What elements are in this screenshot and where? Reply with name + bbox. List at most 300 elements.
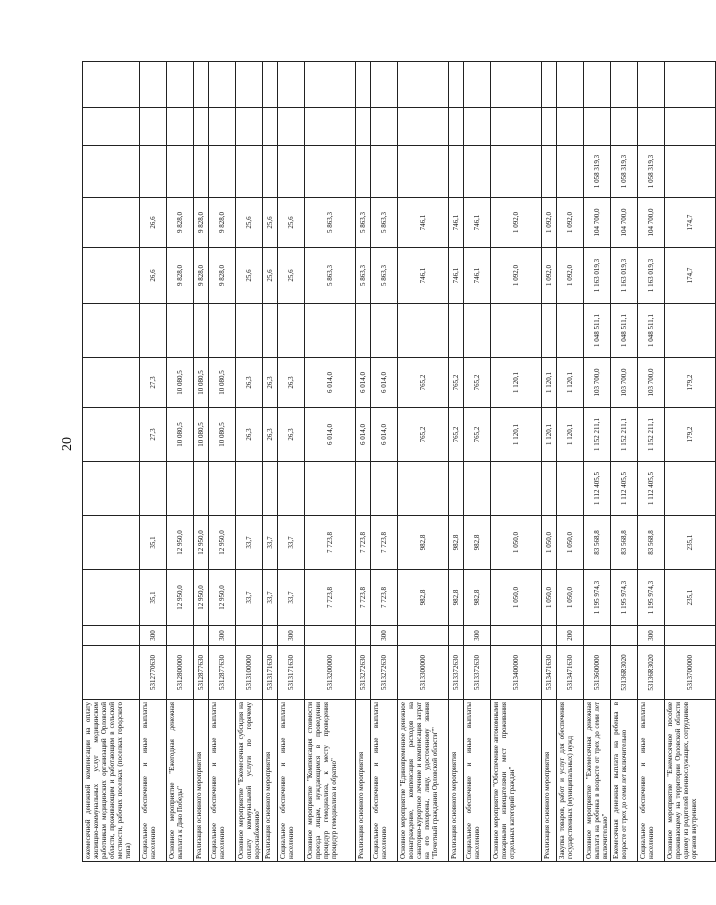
amount-cell <box>83 146 140 198</box>
expense-type-cell: 300 <box>278 626 305 646</box>
amount-cell: 982,8 <box>464 570 491 626</box>
amount-cell: 1 058 319,3 <box>611 146 638 198</box>
row-name-cell: Социальное обеспечение и иные выплаты населению <box>371 700 398 862</box>
amount-cell <box>263 62 278 108</box>
row-name-cell: Основное мероприятие "Обеспечение автономными пожарными извещателями мест проживания отдельных категорий граждан" <box>491 700 542 862</box>
row-name-cell: Социальное обеспечение и иные выплаты населению <box>140 700 167 862</box>
amount-cell: 33,7 <box>236 516 263 570</box>
amount-cell <box>167 304 194 358</box>
amount-cell: 5 863,3 <box>371 248 398 304</box>
table-row <box>611 62 638 862</box>
amount-cell: 33,7 <box>236 570 263 626</box>
amount-cell <box>371 108 398 146</box>
amount-cell <box>167 146 194 198</box>
amount-cell: 9 828,0 <box>209 198 236 248</box>
budget-table <box>82 61 716 862</box>
amount-cell <box>542 62 557 108</box>
amount-cell <box>194 304 209 358</box>
amount-cell: 982,8 <box>464 516 491 570</box>
amount-cell: 1 120,1 <box>491 358 542 408</box>
amount-cell <box>83 108 140 146</box>
amount-cell: 1 048 511,1 <box>638 304 665 358</box>
amount-cell: 765,2 <box>398 408 449 462</box>
amount-cell <box>491 108 542 146</box>
amount-cell <box>140 304 167 358</box>
budget-code-cell: 5313372630 <box>449 646 464 700</box>
amount-cell: 174,7 <box>665 198 716 248</box>
table-row <box>140 62 167 862</box>
row-name-cell: Основное мероприятие "Ежемесячное пособие проживающему на территории Орловской области одному из родителей военнослужащих, сотрудников органов внутренних <box>665 700 716 862</box>
amount-cell: 5 863,3 <box>356 198 371 248</box>
table-row <box>167 62 194 862</box>
amount-cell: 1 195 974,3 <box>638 570 665 626</box>
row-name-cell: Реализация основного мероприятия <box>194 700 209 862</box>
table-row <box>263 62 278 862</box>
amount-cell <box>305 304 356 358</box>
amount-cell: 7 723,8 <box>371 516 398 570</box>
amount-cell <box>83 358 140 408</box>
amount-cell <box>209 304 236 358</box>
amount-cell: 765,2 <box>449 358 464 408</box>
amount-cell <box>278 62 305 108</box>
amount-cell: 1 092,0 <box>491 248 542 304</box>
budget-code-cell: 5313400000 <box>491 646 542 700</box>
amount-cell: 7 723,8 <box>305 516 356 570</box>
amount-cell <box>83 570 140 626</box>
amount-cell: 1 195 974,3 <box>584 570 611 626</box>
table-row <box>557 62 584 862</box>
amount-cell: 746,1 <box>464 198 491 248</box>
amount-cell: 1 163 019,3 <box>611 248 638 304</box>
budget-code-cell: 5313171630 <box>278 646 305 700</box>
amount-cell <box>83 516 140 570</box>
amount-cell: 27,3 <box>140 358 167 408</box>
amount-cell: 9 828,0 <box>209 248 236 304</box>
amount-cell <box>83 408 140 462</box>
amount-cell <box>305 62 356 108</box>
budget-code-cell: 5313471630 <box>542 646 557 700</box>
budget-code-cell: 5313272630 <box>371 646 398 700</box>
amount-cell: 5 863,3 <box>371 198 398 248</box>
amount-cell <box>464 108 491 146</box>
amount-cell <box>665 304 716 358</box>
amount-cell <box>194 108 209 146</box>
budget-code-cell: 5312770630 <box>140 646 167 700</box>
amount-cell: 25,6 <box>263 198 278 248</box>
table-row <box>491 62 542 862</box>
amount-cell <box>278 462 305 516</box>
amount-cell <box>371 462 398 516</box>
amount-cell: 765,2 <box>449 408 464 462</box>
amount-cell: 982,8 <box>449 570 464 626</box>
amount-cell <box>638 108 665 146</box>
amount-cell <box>557 304 584 358</box>
table-row <box>638 62 665 862</box>
amount-cell <box>236 108 263 146</box>
budget-code-cell: 5313272630 <box>356 646 371 700</box>
amount-cell: 104 700,0 <box>584 198 611 248</box>
table-row <box>449 62 464 862</box>
amount-cell <box>398 304 449 358</box>
amount-cell <box>356 304 371 358</box>
amount-cell <box>491 304 542 358</box>
expense-type-cell <box>263 626 278 646</box>
amount-cell <box>449 462 464 516</box>
amount-cell <box>236 62 263 108</box>
amount-cell: 6 014,0 <box>356 358 371 408</box>
amount-cell: 10 080,5 <box>167 408 194 462</box>
amount-cell <box>305 108 356 146</box>
expense-type-cell <box>611 626 638 646</box>
amount-cell: 1 050,0 <box>542 570 557 626</box>
row-name-cell: ежемесячной денежной компенсации на оплату жилищно-коммунальных услуг медицинским работникам медицинских организаций Орловской области, проживающим и работающим в сельской местности, рабочих поселках (поселках городского типа) <box>83 700 140 862</box>
amount-cell: 179,2 <box>665 408 716 462</box>
amount-cell: 1 048 511,1 <box>611 304 638 358</box>
amount-cell: 1 092,0 <box>557 248 584 304</box>
amount-cell <box>542 304 557 358</box>
amount-cell <box>638 62 665 108</box>
table-row <box>194 62 209 862</box>
amount-cell: 1 050,0 <box>542 516 557 570</box>
row-name-cell: Основное мероприятие "Ежемесячная денежная выплата на ребенка в возрасте от трех до семи лет включительно" <box>584 700 611 862</box>
amount-cell <box>665 62 716 108</box>
amount-cell: 6 014,0 <box>305 408 356 462</box>
table-row <box>464 62 491 862</box>
amount-cell <box>194 146 209 198</box>
amount-cell <box>491 62 542 108</box>
budget-code-cell: 5313471630 <box>557 646 584 700</box>
expense-type-cell <box>305 626 356 646</box>
amount-cell: 10 080,5 <box>209 408 236 462</box>
budget-code-cell <box>83 646 140 700</box>
amount-cell <box>491 462 542 516</box>
amount-cell <box>557 62 584 108</box>
amount-cell: 746,1 <box>464 248 491 304</box>
amount-cell <box>209 108 236 146</box>
budget-code-cell: 5312877630 <box>209 646 236 700</box>
amount-cell: 1 152 211,1 <box>611 408 638 462</box>
budget-code-cell: 5313700000 <box>665 646 716 700</box>
budget-code-cell: 5313200000 <box>305 646 356 700</box>
amount-cell: 1 163 019,3 <box>584 248 611 304</box>
row-name-cell: Социальное обеспечение и иные выплаты населению <box>209 700 236 862</box>
expense-type-cell <box>83 626 140 646</box>
amount-cell: 83 568,8 <box>638 516 665 570</box>
amount-cell: 10 080,5 <box>194 408 209 462</box>
budget-code-cell: 53136R3020 <box>638 646 665 700</box>
amount-cell <box>584 108 611 146</box>
amount-cell <box>464 304 491 358</box>
table-row <box>398 62 449 862</box>
amount-cell <box>83 248 140 304</box>
amount-cell: 982,8 <box>449 516 464 570</box>
expense-type-cell: 300 <box>140 626 167 646</box>
amount-cell: 25,6 <box>236 198 263 248</box>
rotated-table-wrapper <box>82 62 699 862</box>
amount-cell <box>356 108 371 146</box>
amount-cell <box>371 304 398 358</box>
amount-cell <box>398 462 449 516</box>
expense-type-cell <box>398 626 449 646</box>
budget-code-cell: 5313171630 <box>263 646 278 700</box>
amount-cell: 104 700,0 <box>638 198 665 248</box>
amount-cell <box>356 146 371 198</box>
table-row <box>584 62 611 862</box>
amount-cell <box>194 462 209 516</box>
amount-cell <box>356 62 371 108</box>
amount-cell: 1 120,1 <box>557 408 584 462</box>
amount-cell: 765,2 <box>464 358 491 408</box>
amount-cell: 26,3 <box>263 358 278 408</box>
row-name-cell: Социальное обеспечение и иные выплаты населению <box>638 700 665 862</box>
amount-cell: 6 014,0 <box>371 408 398 462</box>
amount-cell <box>140 108 167 146</box>
expense-type-cell <box>194 626 209 646</box>
amount-cell <box>665 462 716 516</box>
amount-cell: 83 568,8 <box>611 516 638 570</box>
row-name-cell: Основное мероприятие "Единовременное денежное вознаграждение, компенсация расходов на санаторно-курортное лечение и компенсация затрат на его похороны, лицу, удостоенному звания "Почетный гражданин Орловской области"" <box>398 700 449 862</box>
amount-cell <box>167 462 194 516</box>
amount-cell: 1 112 405,5 <box>611 462 638 516</box>
amount-cell: 746,1 <box>398 198 449 248</box>
amount-cell <box>236 462 263 516</box>
amount-cell: 83 568,8 <box>584 516 611 570</box>
amount-cell: 5 863,3 <box>305 248 356 304</box>
amount-cell: 1 120,1 <box>491 408 542 462</box>
row-name-cell: Реализация основного мероприятия <box>449 700 464 862</box>
amount-cell <box>236 304 263 358</box>
amount-cell: 982,8 <box>398 516 449 570</box>
page-number: 20 <box>60 437 75 451</box>
amount-cell: 5 863,3 <box>305 198 356 248</box>
row-name-cell: Основное мероприятие "Ежемесячная субсидия на оплату коммунальной услуги по горячему водоснабжению" <box>236 700 263 862</box>
amount-cell: 10 080,5 <box>209 358 236 408</box>
budget-code-cell: 5313600000 <box>584 646 611 700</box>
row-name-cell: Реализация основного мероприятия <box>542 700 557 862</box>
expense-type-cell: 300 <box>638 626 665 646</box>
amount-cell <box>371 62 398 108</box>
amount-cell <box>209 462 236 516</box>
amount-cell: 1 050,0 <box>557 516 584 570</box>
amount-cell: 1 058 319,3 <box>584 146 611 198</box>
amount-cell: 746,1 <box>449 248 464 304</box>
amount-cell <box>464 462 491 516</box>
amount-cell <box>665 146 716 198</box>
row-name-cell: Реализация основного мероприятия <box>356 700 371 862</box>
amount-cell: 25,6 <box>263 248 278 304</box>
budget-code-cell: 5313100000 <box>236 646 263 700</box>
amount-cell: 1 092,0 <box>491 198 542 248</box>
amount-cell: 1 112 405,5 <box>638 462 665 516</box>
amount-cell <box>356 462 371 516</box>
table-row <box>278 62 305 862</box>
amount-cell: 1 092,0 <box>542 248 557 304</box>
amount-cell: 235,1 <box>665 570 716 626</box>
amount-cell: 6 014,0 <box>356 408 371 462</box>
amount-cell: 6 014,0 <box>305 358 356 408</box>
amount-cell: 12 950,0 <box>167 516 194 570</box>
row-name-cell: Основное мероприятие "Компенсация стоимости проезда лицам, нуждающимся в проведении процедур гемодиализа, к месту проведения процедур гемодиализа и обратно" <box>305 700 356 862</box>
row-name-cell: Основное мероприятие "Ежегодная денежная выплата к Дню Победы" <box>167 700 194 862</box>
amount-cell: 746,1 <box>398 248 449 304</box>
amount-cell <box>542 146 557 198</box>
amount-cell: 12 950,0 <box>194 570 209 626</box>
row-name-cell: Социальное обеспечение и иные выплаты населению <box>278 700 305 862</box>
amount-cell: 1 058 319,3 <box>638 146 665 198</box>
amount-cell <box>83 304 140 358</box>
amount-cell <box>491 146 542 198</box>
amount-cell <box>263 304 278 358</box>
amount-cell: 1 112 405,5 <box>584 462 611 516</box>
table-row <box>83 62 140 862</box>
amount-cell <box>557 462 584 516</box>
amount-cell <box>611 108 638 146</box>
amount-cell: 25,6 <box>278 248 305 304</box>
amount-cell <box>557 146 584 198</box>
amount-cell: 25,6 <box>278 198 305 248</box>
amount-cell: 12 950,0 <box>194 516 209 570</box>
amount-cell <box>398 62 449 108</box>
amount-cell <box>83 462 140 516</box>
amount-cell: 103 700,0 <box>584 358 611 408</box>
amount-cell: 25,6 <box>236 248 263 304</box>
amount-cell: 765,2 <box>464 408 491 462</box>
budget-code-cell: 5312800000 <box>167 646 194 700</box>
amount-cell: 7 723,8 <box>356 570 371 626</box>
amount-cell: 33,7 <box>278 570 305 626</box>
amount-cell <box>398 146 449 198</box>
expense-type-cell <box>167 626 194 646</box>
budget-code-cell: 5312877630 <box>194 646 209 700</box>
amount-cell <box>398 108 449 146</box>
amount-cell <box>449 304 464 358</box>
amount-cell: 179,2 <box>665 358 716 408</box>
amount-cell: 1 050,0 <box>557 570 584 626</box>
amount-cell <box>83 62 140 108</box>
amount-cell: 9 828,0 <box>167 198 194 248</box>
amount-cell: 1 152 211,1 <box>584 408 611 462</box>
amount-cell: 1 050,0 <box>491 570 542 626</box>
amount-cell: 35,1 <box>140 570 167 626</box>
amount-cell: 9 828,0 <box>167 248 194 304</box>
expense-type-cell: 200 <box>557 626 584 646</box>
amount-cell: 1 050,0 <box>491 516 542 570</box>
amount-cell <box>263 462 278 516</box>
amount-cell: 174,7 <box>665 248 716 304</box>
amount-cell <box>371 146 398 198</box>
amount-cell: 26,3 <box>236 408 263 462</box>
amount-cell: 6 014,0 <box>371 358 398 408</box>
table-row <box>665 62 716 862</box>
amount-cell <box>278 146 305 198</box>
budget-table-body <box>83 62 716 862</box>
expense-type-cell: 300 <box>464 626 491 646</box>
amount-cell: 1 152 211,1 <box>638 408 665 462</box>
amount-cell <box>542 462 557 516</box>
amount-cell <box>557 108 584 146</box>
budget-table-sheet <box>82 62 699 862</box>
amount-cell: 12 950,0 <box>167 570 194 626</box>
amount-cell <box>305 146 356 198</box>
amount-cell: 103 700,0 <box>611 358 638 408</box>
budget-code-cell: 53136R3020 <box>611 646 638 700</box>
expense-type-cell <box>584 626 611 646</box>
amount-cell: 9 828,0 <box>194 248 209 304</box>
amount-cell: 982,8 <box>398 570 449 626</box>
expense-type-cell: 300 <box>371 626 398 646</box>
amount-cell <box>449 108 464 146</box>
amount-cell: 1 048 511,1 <box>584 304 611 358</box>
amount-cell <box>305 462 356 516</box>
amount-cell: 746,1 <box>449 198 464 248</box>
amount-cell <box>665 108 716 146</box>
amount-cell <box>464 146 491 198</box>
amount-cell: 1 120,1 <box>557 358 584 408</box>
amount-cell <box>140 462 167 516</box>
row-name-cell: Реализация основного мероприятия <box>263 700 278 862</box>
expense-type-cell <box>449 626 464 646</box>
amount-cell: 10 080,5 <box>167 358 194 408</box>
amount-cell <box>140 62 167 108</box>
amount-cell: 7 723,8 <box>305 570 356 626</box>
amount-cell: 1 092,0 <box>542 198 557 248</box>
amount-cell: 33,7 <box>263 516 278 570</box>
amount-cell: 7 723,8 <box>371 570 398 626</box>
amount-cell <box>263 146 278 198</box>
amount-cell: 1 120,1 <box>542 358 557 408</box>
amount-cell <box>83 198 140 248</box>
amount-cell: 1 195 974,3 <box>611 570 638 626</box>
budget-code-cell: 5313300000 <box>398 646 449 700</box>
expense-type-cell <box>542 626 557 646</box>
amount-cell <box>278 108 305 146</box>
amount-cell: 9 828,0 <box>194 198 209 248</box>
table-row <box>542 62 557 862</box>
amount-cell <box>611 62 638 108</box>
amount-cell: 12 950,0 <box>209 570 236 626</box>
amount-cell: 5 863,3 <box>356 248 371 304</box>
amount-cell <box>449 146 464 198</box>
row-name-cell: Ежемесячная денежная выплата на ребенка в возрасте от трех до семи лет включительно <box>611 700 638 862</box>
amount-cell: 33,7 <box>278 516 305 570</box>
amount-cell: 26,3 <box>278 358 305 408</box>
table-row <box>371 62 398 862</box>
amount-cell: 1 120,1 <box>542 408 557 462</box>
amount-cell: 26,3 <box>263 408 278 462</box>
row-name-cell: Закупка товаров, работ и услуг для обеспечения государственных (муниципальных) нужд <box>557 700 584 862</box>
amount-cell <box>278 304 305 358</box>
amount-cell <box>140 146 167 198</box>
table-row <box>209 62 236 862</box>
amount-cell: 35,1 <box>140 516 167 570</box>
amount-cell: 26,3 <box>236 358 263 408</box>
expense-type-cell <box>665 626 716 646</box>
expense-type-cell <box>356 626 371 646</box>
amount-cell <box>542 108 557 146</box>
amount-cell <box>263 108 278 146</box>
amount-cell: 26,3 <box>278 408 305 462</box>
amount-cell: 765,2 <box>398 358 449 408</box>
amount-cell <box>209 62 236 108</box>
amount-cell: 1 092,0 <box>557 198 584 248</box>
amount-cell: 103 700,0 <box>638 358 665 408</box>
expense-type-cell: 300 <box>209 626 236 646</box>
amount-cell <box>167 108 194 146</box>
amount-cell: 26,6 <box>140 198 167 248</box>
amount-cell: 10 080,5 <box>194 358 209 408</box>
amount-cell: 7 723,8 <box>356 516 371 570</box>
amount-cell <box>584 62 611 108</box>
